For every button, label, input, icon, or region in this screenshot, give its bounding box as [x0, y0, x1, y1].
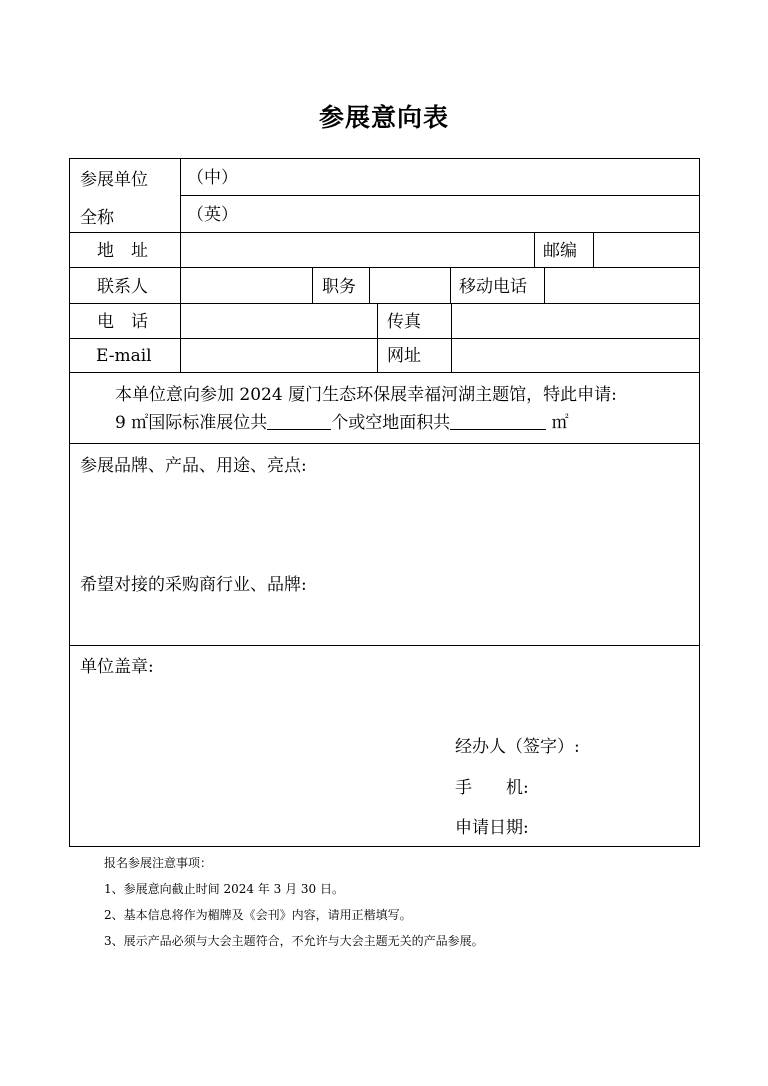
handler-label: 经办人（签字）: [455, 737, 580, 757]
form-border-bottom [69, 846, 700, 847]
row-line-address-contact [69, 267, 700, 268]
row-line-org-address [69, 232, 700, 233]
col-line-postcode-right [593, 232, 594, 267]
application-form [69, 158, 700, 847]
date-label: 申请日期: [455, 818, 529, 838]
position-label: 职务 [322, 277, 356, 297]
website-label: 网址 [387, 346, 421, 366]
form-border-top [69, 158, 700, 159]
col-line-postcode-left [534, 232, 535, 267]
col-line-fax-left [377, 303, 378, 372]
booth-count-text: 9 ㎡国际标准展位共 [115, 413, 268, 433]
note-item-3: 3、展示产品必须与大会主题符合，不允许与大会主题无关的产品参展。 [104, 934, 484, 948]
form-border-right [699, 158, 700, 847]
note-item-1: 1、参展意向截止时间 2024 年 3 月 30 日。 [104, 882, 344, 896]
intent-booth-line [115, 412, 569, 433]
handset-label: 手 机: [455, 778, 529, 798]
row-line-phone-email [69, 338, 700, 339]
row-line-brand-seal [69, 645, 700, 646]
area-unit: ㎡ [546, 413, 569, 433]
form-border-left [69, 158, 70, 847]
email-label: E-mail [96, 346, 152, 366]
col-line-mobile-right [544, 267, 545, 303]
postcode-label: 邮编 [543, 241, 577, 261]
org-en-prefix: （英） [187, 205, 238, 225]
seal-label: 单位盖章: [80, 657, 154, 677]
address-label: 地 址 [97, 241, 148, 261]
buyer-label: 希望对接的采购商行业、品牌: [80, 575, 307, 595]
row-line-intent-brand [69, 443, 700, 444]
note-item-2: 2、基本信息将作为楣牌及《会刊》内容，请用正楷填写。 [104, 908, 412, 922]
col-line-position-left [312, 267, 313, 303]
col-line-mobile-left [450, 267, 451, 303]
contact-label: 联系人 [97, 277, 148, 297]
row-line-contact-phone [69, 303, 700, 304]
intent-statement: 本单位意向参加 2024 厦门生态环保展幸福河湖主题馆，特此申请: [115, 385, 617, 405]
fax-label: 传真 [387, 312, 421, 332]
col-line-position-right [369, 267, 370, 303]
space-area-text: 个或空地面积共 [331, 413, 451, 433]
row-line-email-intent [69, 372, 700, 373]
page-title: 参展意向表 [318, 103, 449, 132]
notes-heading: 报名参展注意事项： [104, 856, 213, 870]
org-label-line1: 参展单位 [80, 170, 148, 190]
booth-count-blank[interactable] [267, 412, 331, 430]
col-line-labels [180, 158, 181, 372]
brand-label: 参展品牌、产品、用途、亮点: [80, 456, 307, 476]
phone-label: 电 话 [97, 312, 148, 332]
mobile-label: 移动电话 [459, 277, 527, 297]
org-cn-prefix: （中） [187, 168, 238, 188]
space-area-blank[interactable] [450, 412, 546, 430]
org-label-line2: 全称 [80, 208, 114, 228]
row-line-cn-en [180, 195, 700, 196]
col-line-fax-right [451, 303, 452, 372]
